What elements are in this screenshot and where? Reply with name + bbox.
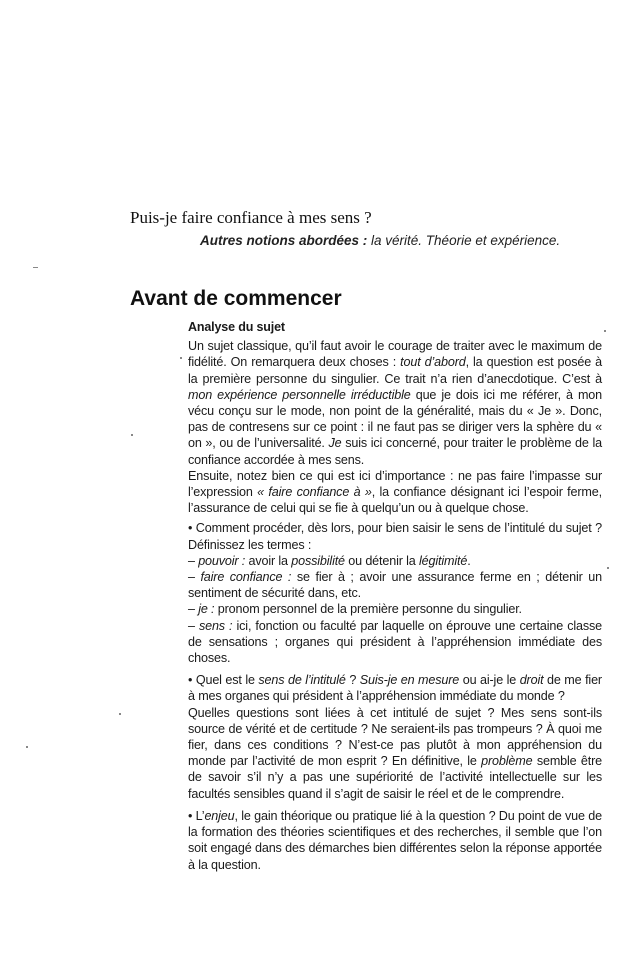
emphasis: mon expérience personnelle irréductible — [188, 387, 411, 402]
text-run: . — [467, 553, 471, 568]
text-run: • L’ — [188, 808, 205, 823]
text-run: pronom personnel de la première personne du singulier. — [214, 602, 522, 617]
text-run: que je dois ici me référer, à mon vécu conçu sur le mode, non point de la généralité, mais du « Je ». Donc, pas de contresens sur ce point : il ne faut pas se diriger vers la sphère du « on », ou de l’universalité. — [188, 387, 602, 451]
text-run: Quelles questions sont liées à cet intitulé de sujet ? Mes sens sont-ils source de vérité et de certitude ? Ne seraient-ils pas trompeurs ? À quoi me fier, dans ces conditions ? N’est-ce pas plutôt à mon appréhension du monde par l’activité de mon esprit ? En définitive, le — [188, 705, 602, 769]
text-run: suis ici concerné, pour traiter le problème de la confiance accordée à mes sens. — [188, 436, 602, 467]
text-run: ici, fonction ou faculté par laquelle on éprouve une certaine classe de sensations ; organes qui président à l’appréhension immédiate des choses. — [188, 618, 603, 666]
subsection-heading: Analyse du sujet — [188, 320, 285, 334]
other-notions-label: Autres notions abordées : — [200, 233, 368, 248]
page-title: Puis-je faire confiance à mes sens ? — [130, 208, 372, 227]
definition-pouvoir — [188, 553, 602, 569]
text-run: , le gain théorique ou pratique lié à la question ? Du point de vue de la formation des théories scientifiques et des recherches, il semble que l’on soit engagé dans des démarches bien différentes selon la réponse apportée à la question. — [188, 808, 602, 872]
text-run: , la question est posée à la première personne du singulier. Ce trait n’a rien d’anecdotique. C’est à — [188, 355, 603, 386]
emphasis: enjeu — [204, 808, 235, 823]
text-run: ou ai-je le — [459, 673, 520, 688]
text-run: • Quel est le — [188, 673, 259, 688]
emphasis: sens de l’intitulé — [258, 673, 346, 688]
scan-speck — [119, 713, 121, 715]
emphasis: possibilité — [291, 553, 345, 568]
definition-term: – faire confiance : — [188, 570, 292, 585]
definition-term: – pouvoir : — [188, 553, 246, 568]
paragraph-sens-intitule — [188, 672, 602, 704]
text-run: , la confiance désignant ici l’espoir ferme, l’assurance de celui qui se fie à quelqu’un ou à quelque chose. — [188, 485, 602, 516]
paragraph-enjeu — [188, 808, 602, 873]
text-run: se fier à ; avoir une assurance ferme en ; détenir un sentiment de sécurité dans, etc. — [188, 570, 602, 601]
scan-speck — [607, 567, 609, 569]
section-heading: Avant de commencer — [130, 287, 342, 310]
definition-term: – sens : — [188, 618, 233, 633]
emphasis: problème — [481, 754, 533, 769]
emphasis: légitimité — [419, 553, 468, 568]
text-run: semble être de savoir s’il n’y a pas une supériorité de l’activité intellectuelle sur les facultés sensibles quand il s’agit de saisir le réel et de le comprendre. — [188, 754, 602, 801]
paragraph-intro — [188, 338, 602, 468]
scan-speck — [131, 434, 133, 436]
paragraph-comment-proceder: • Comment procéder, dès lors, pour bien saisir le sens de l’intitulé du sujet ? Définissez les termes : — [188, 521, 602, 552]
text-run: Un sujet classique, qu’il faut avoir le courage de traiter avec le maximum de fidélité. On remarquera deux choses : — [188, 339, 602, 370]
emphasis: droit — [519, 673, 544, 688]
emphasis: Suis-je en mesure — [359, 673, 460, 688]
definition-term: – je : — [188, 602, 215, 617]
scan-speck — [180, 357, 182, 359]
text-run: ? — [345, 673, 360, 688]
text-run: ou détenir la — [344, 553, 419, 568]
definition-faire-confiance — [188, 569, 602, 601]
text-run: avoir la — [245, 553, 292, 568]
scan-speck — [26, 746, 28, 748]
definition-sens — [188, 618, 602, 667]
paragraph-questions — [188, 705, 602, 802]
scan-speck — [33, 267, 38, 268]
text-run: Ensuite, notez bien ce qui est ici d’importance : ne pas faire l’impasse sur l’expression — [188, 468, 602, 500]
scan-speck — [604, 330, 606, 332]
paragraph-ensuite — [188, 468, 602, 517]
emphasis: tout d’abord — [400, 355, 466, 370]
other-notions-line — [200, 233, 560, 248]
text-run: de me fier à mes organes qui président à l’appréhension immédiate du monde ? — [188, 673, 602, 704]
emphasis: Je — [328, 436, 342, 451]
definition-je — [188, 601, 602, 617]
emphasis: « faire confiance à » — [257, 485, 372, 500]
other-notions-value: la vérité. Théorie et expérience. — [367, 233, 561, 248]
analysis-body — [188, 319, 602, 873]
